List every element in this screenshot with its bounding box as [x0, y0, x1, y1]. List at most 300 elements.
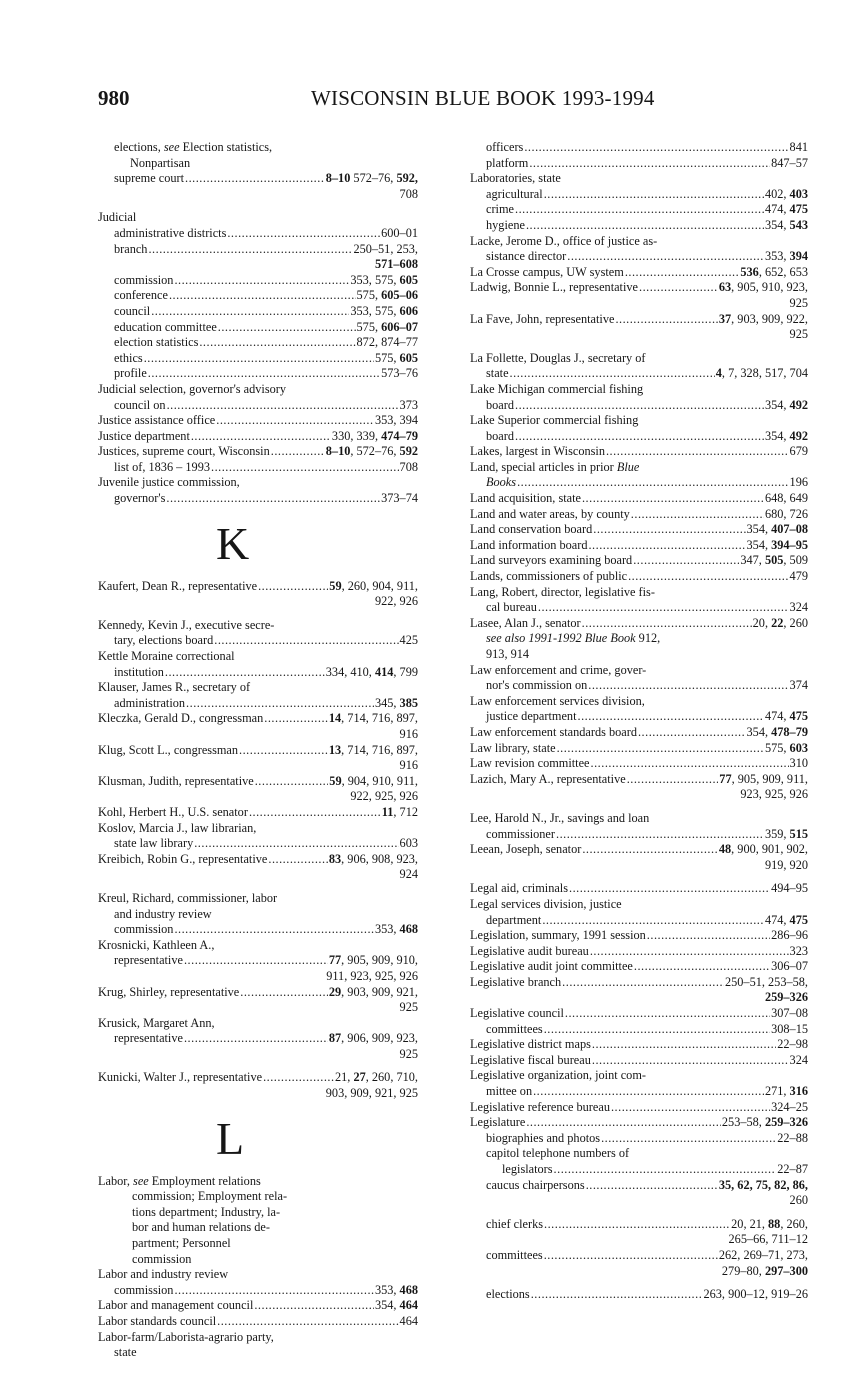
entry-label: La Follette, Douglas J., secretary of — [470, 350, 646, 365]
page-references: 353, 468 — [374, 922, 418, 937]
dot-leader — [148, 366, 380, 382]
dot-leader — [167, 398, 399, 414]
page-references: 14, 714, 716, 897, — [328, 711, 418, 726]
page-references: 575, 605–06 — [356, 288, 418, 303]
index-entry — [98, 351, 418, 367]
index-entry — [98, 1070, 418, 1101]
entry-label: officers — [486, 140, 524, 154]
page-references: 250–51, 253–58, — [724, 974, 808, 989]
entry-label: Justices, supreme court, Wisconsin — [98, 444, 270, 459]
entry-label: Lee, Harold N., Jr., savings and loan — [470, 810, 650, 825]
page-references-continued: 259–326 — [764, 990, 808, 1005]
page-references: 22–88 — [777, 1130, 808, 1145]
entry-label: legislators — [502, 1162, 553, 1176]
index-entry — [98, 171, 418, 202]
entry-label: election statistics — [114, 335, 199, 350]
page-references-continued: 923, 925, 926 — [740, 787, 808, 802]
entry-label: Justice assistance office — [98, 413, 216, 428]
dot-leader — [185, 171, 325, 187]
index-entry — [470, 202, 808, 218]
entry-label: Lasee, Alan J., senator — [470, 615, 581, 630]
page-references: 22–98 — [777, 1037, 808, 1052]
dot-leader — [240, 985, 328, 1001]
entry-label: Legal services division, justice — [470, 896, 622, 911]
page-references-continued: 911, 923, 925, 926 — [326, 968, 418, 983]
entry-label: sistance director — [486, 249, 567, 264]
page-references: 8–10, 572–76, 592 — [325, 444, 418, 459]
entry-label: conference — [114, 288, 168, 303]
index-entry — [470, 312, 808, 343]
index-entry — [470, 772, 808, 803]
dot-leader — [515, 398, 764, 414]
index-entry — [470, 171, 808, 187]
entry-label: Lakes, largest in Wisconsin — [470, 444, 605, 459]
dot-leader — [593, 522, 745, 538]
page-references: 354, 492 — [764, 397, 808, 412]
page-references: 11, 712 — [381, 804, 418, 819]
index-entry — [470, 881, 808, 897]
page-references: 872, 874–77 — [356, 335, 418, 350]
dot-leader — [569, 881, 770, 897]
index-entry — [470, 694, 808, 725]
entry-label: Leean, Joseph, senator — [470, 842, 582, 857]
page-references: 402, 403 — [764, 186, 808, 201]
entry-label: council — [114, 303, 151, 318]
index-entry — [98, 382, 418, 413]
page-references: 330, 339, 474–79 — [331, 428, 418, 443]
entry-label: Law enforcement standards board — [470, 724, 637, 739]
entry-label: hygiene — [486, 217, 525, 232]
dot-leader — [216, 413, 374, 429]
entry-label: Labor and industry review — [98, 1267, 229, 1282]
entry-label: representative — [114, 1031, 183, 1046]
dot-leader — [239, 743, 328, 759]
index-entry — [470, 741, 808, 757]
entry-label: Kettle Moraine correctional — [98, 649, 235, 664]
dot-leader — [254, 1298, 374, 1314]
entry-label: Legislative audit joint committee — [470, 959, 633, 974]
page-references: 324 — [789, 1052, 808, 1067]
entry-label: La Crosse campus, UW system — [470, 264, 624, 279]
index-entry — [470, 944, 808, 960]
page-references-continued: 916 — [399, 758, 418, 773]
index-entry — [470, 1006, 808, 1022]
entry-label: nor's commission on — [486, 678, 588, 693]
index-entry — [470, 522, 808, 538]
page-references: 87, 906, 909, 923, — [328, 1031, 418, 1046]
page-references: 600–01 — [381, 225, 418, 240]
entry-label: Kohl, Herbert H., U.S. senator — [98, 804, 248, 819]
dot-leader — [218, 320, 356, 336]
page-references: 425 — [399, 633, 418, 648]
entry-label: Legislative council — [470, 1006, 564, 1021]
page-references: 353, 575, 606 — [350, 303, 418, 318]
dot-leader — [169, 288, 356, 304]
dot-leader — [249, 805, 381, 821]
dot-leader — [615, 312, 717, 328]
index-entry — [470, 1287, 808, 1303]
index-entry — [470, 265, 808, 281]
entry-label: La Fave, John, representative — [470, 311, 615, 326]
index-entry — [470, 187, 808, 203]
dot-leader — [639, 280, 718, 296]
page-references: 354, 394–95 — [746, 537, 808, 552]
entry-label: 913, 914 — [486, 647, 530, 661]
page-references: 374 — [789, 678, 808, 693]
index-entry — [470, 928, 808, 944]
dot-leader — [227, 226, 380, 242]
index-entry — [98, 1298, 418, 1314]
index-entry — [470, 585, 808, 616]
entry-label: Land information board — [470, 537, 588, 552]
dot-leader — [586, 1178, 718, 1194]
index-entry — [470, 663, 808, 694]
page-references: 536, 652, 653 — [740, 264, 808, 279]
page-references: 573–76 — [381, 366, 418, 381]
entry-label: Kaufert, Dean R., representative — [98, 578, 258, 593]
index-entry — [470, 631, 808, 662]
dot-leader — [633, 553, 739, 569]
page-references: 250–51, 253, — [353, 241, 418, 256]
index-entry — [470, 351, 808, 382]
dot-leader — [268, 852, 327, 868]
section-letter: L — [216, 1112, 245, 1164]
entry-label: crime — [486, 202, 514, 217]
dot-leader — [592, 1053, 789, 1069]
entry-label: capitol telephone numbers of — [486, 1146, 630, 1161]
index-entry — [470, 444, 808, 460]
entry-label: and industry review — [114, 906, 212, 921]
dot-leader — [628, 569, 788, 585]
index-entry — [470, 959, 808, 975]
entry-label: agricultural — [486, 186, 543, 201]
index-entry — [470, 382, 808, 413]
page-references: 323 — [789, 943, 808, 958]
dot-leader — [592, 1037, 776, 1053]
entry-label: Kleczka, Gerald D., congressman — [98, 711, 264, 726]
dot-leader — [151, 304, 349, 320]
entry-label: Lake Superior commercial fishing — [470, 413, 639, 428]
dot-leader — [638, 725, 746, 741]
page-references: 708 — [399, 459, 418, 474]
index-entry — [470, 1248, 808, 1279]
page-references: 324 — [789, 600, 808, 615]
entry-label: Lacke, Jerome D., office of justice as- — [470, 233, 658, 248]
page-references-continued: 925 — [399, 1046, 418, 1061]
dot-leader — [542, 913, 764, 929]
entry-label: Land and water areas, by county — [470, 506, 630, 521]
page-references-continued: 925 — [789, 295, 808, 310]
page-references: 196 — [789, 475, 808, 490]
entry-label: Klusman, Judith, representative — [98, 773, 254, 788]
entry-label: Land, special articles in prior Blue — [470, 459, 640, 474]
page-references: 59, 904, 910, 911, — [329, 773, 418, 788]
page-references: 359, 515 — [764, 826, 808, 841]
index-entry — [98, 891, 418, 938]
page-references: 347, 505, 509 — [740, 553, 808, 568]
entry-label: commissioner — [486, 826, 555, 841]
page-references: 77, 905, 909, 910, — [328, 953, 418, 968]
page-references-continued: 924 — [399, 867, 418, 882]
entry-label: branch — [114, 241, 148, 256]
page-references: 308–15 — [771, 1021, 808, 1036]
dot-leader — [582, 842, 718, 858]
index-entry — [470, 842, 808, 873]
dot-leader — [533, 1084, 764, 1100]
index-entry — [470, 553, 808, 569]
page-references: 77, 905, 909, 911, — [719, 771, 808, 786]
page-references: 494–95 — [771, 881, 808, 896]
page-references: 8–10 572–76, 592, — [325, 171, 418, 186]
page-references-continued: 916 — [399, 727, 418, 741]
page-references: 307–08 — [771, 1006, 808, 1021]
index-entry — [98, 774, 418, 805]
entry-label: commission — [132, 1251, 192, 1266]
page-references-continued: 925 — [399, 1000, 418, 1015]
dot-leader — [567, 249, 764, 265]
dot-leader — [538, 600, 789, 616]
page-references: 603 — [399, 836, 418, 851]
entry-label: Labor, see Employment relations — [98, 1173, 261, 1188]
page-references: 575, 603 — [764, 740, 808, 755]
entry-label: Labor-farm/Laborista-agrario party, — [98, 1329, 274, 1344]
index-entry — [98, 335, 418, 351]
dot-leader — [631, 507, 764, 523]
page-references: 310 — [789, 756, 808, 771]
dot-leader — [529, 156, 770, 172]
page-references: 680, 726 — [764, 506, 808, 521]
dot-leader — [601, 1131, 776, 1147]
page-references: 83, 906, 908, 923, — [328, 851, 418, 866]
index-entry — [470, 460, 808, 491]
entry-label: state — [486, 366, 509, 381]
entry-label: Kunicki, Walter J., representative — [98, 1070, 263, 1085]
dot-leader — [554, 1162, 777, 1178]
entry-label: administration — [114, 695, 186, 710]
index-entry — [470, 1131, 808, 1147]
entry-label: mittee on — [486, 1084, 533, 1099]
dot-leader — [582, 491, 764, 507]
entry-label: Nonpartisan — [130, 155, 191, 170]
entry-label: Juvenile justice commission, — [98, 475, 240, 490]
entry-label: Kreibich, Robin G., representative — [98, 851, 268, 866]
index-entry — [98, 320, 418, 336]
entry-label: Legislative fiscal bureau — [470, 1052, 591, 1067]
entry-label: elections — [486, 1287, 530, 1302]
entry-label: bor and human relations de- — [132, 1220, 270, 1235]
index-entry — [98, 985, 418, 1016]
page-references: 575, 605 — [374, 350, 418, 365]
page-references: 354, 464 — [374, 1298, 418, 1313]
section-letter: K — [216, 517, 250, 569]
page-references: 59, 260, 904, 911, — [329, 578, 418, 593]
page-references-continued: 919, 920 — [764, 857, 808, 872]
page-references: 13, 714, 716, 897, — [328, 742, 418, 757]
index-entry — [470, 234, 808, 265]
dot-leader — [544, 1248, 718, 1264]
index-entry — [98, 1267, 418, 1298]
dot-leader — [627, 772, 719, 788]
entry-label: Lands, commissioners of public — [470, 569, 628, 584]
dot-leader — [544, 187, 764, 203]
entry-label: elections, see Election statistics, — [114, 140, 273, 154]
dot-leader — [144, 351, 374, 367]
page-references-continued: 260 — [789, 1193, 808, 1208]
index-entry — [98, 226, 418, 242]
entry-label: Legislature — [470, 1115, 526, 1130]
dot-leader — [625, 265, 740, 281]
index-entry — [470, 218, 808, 234]
index-entry — [470, 156, 808, 172]
index-entry — [98, 711, 418, 742]
index-entry — [470, 491, 808, 507]
index-entry — [98, 460, 418, 476]
entry-label: Justice department — [98, 428, 190, 443]
entry-label: Klug, Scott L., congressman — [98, 742, 239, 757]
index-entry — [470, 811, 808, 842]
dot-leader — [524, 140, 788, 156]
page-references: 4, 7, 328, 517, 704 — [715, 366, 808, 381]
page-references: 22–87 — [777, 1162, 808, 1176]
entry-label: partment; Personnel — [132, 1236, 231, 1251]
entry-label: Labor standards council — [98, 1314, 217, 1328]
index-entry — [470, 1037, 808, 1053]
dot-leader — [588, 678, 788, 694]
index-entry — [98, 288, 418, 304]
entry-label: list of, 1836 – 1993 — [114, 459, 210, 474]
dot-leader — [515, 202, 764, 218]
index-entry — [98, 649, 418, 680]
entry-label: Land conservation board — [470, 522, 593, 537]
dot-leader — [606, 444, 789, 460]
entry-label: commission; Employment rela- — [132, 1189, 288, 1204]
page-references: 353, 394 — [764, 249, 808, 264]
entry-label: Books — [486, 475, 517, 490]
dot-leader — [544, 1022, 770, 1038]
dot-leader — [258, 579, 328, 595]
page-references: 37, 903, 909, 922, — [718, 311, 808, 326]
page-references: 479 — [789, 569, 808, 584]
entry-label: state law library — [114, 836, 194, 851]
dot-leader — [611, 1100, 770, 1116]
entry-label: cal bureau — [486, 600, 537, 615]
entry-label: Legal aid, criminals — [470, 881, 568, 896]
entry-label: Kennedy, Kevin J., executive secre- — [98, 617, 275, 632]
entry-label: commission — [114, 272, 174, 287]
dot-leader — [184, 1031, 328, 1047]
page-references-continued: 903, 909, 921, 925 — [325, 1086, 418, 1101]
index-entry — [470, 1022, 808, 1038]
index-entry — [470, 1178, 808, 1209]
page-references: 262, 269–71, 273, — [718, 1247, 808, 1262]
index-entry — [98, 821, 418, 852]
page-references: 354, 492 — [764, 428, 808, 443]
entry-label: commission — [114, 1282, 174, 1297]
dot-leader — [166, 491, 380, 507]
index-column-right — [470, 140, 808, 1303]
entry-label: Land acquisition, state — [470, 491, 581, 506]
page-references: 464 — [399, 1314, 418, 1328]
dot-leader — [217, 1314, 398, 1330]
page-references: 63, 905, 910, 923, — [718, 280, 808, 295]
entry-label: supreme court — [114, 171, 184, 186]
dot-leader — [556, 827, 764, 843]
entry-label: state — [114, 1345, 137, 1360]
page-references: 263, 900–12, 919–26 — [703, 1287, 808, 1302]
dot-leader — [165, 665, 325, 681]
page-references: 48, 900, 901, 902, — [718, 842, 808, 857]
entry-label: Lang, Robert, director, legislative fis- — [470, 584, 655, 599]
entry-label: Koslov, Marcia J., law librarian, — [98, 820, 257, 835]
index-entry — [98, 1330, 418, 1361]
index-entry — [98, 743, 418, 774]
entry-label: institution — [114, 664, 164, 679]
page-number: 980 — [98, 86, 130, 110]
page-references: 35, 62, 75, 82, 86, — [718, 1177, 808, 1192]
index-entry — [98, 429, 418, 445]
page-references: 474, 475 — [764, 709, 808, 724]
dot-leader — [199, 335, 355, 351]
page-references: 474, 475 — [764, 202, 808, 217]
dot-leader — [578, 709, 764, 725]
entry-label: board — [486, 397, 514, 412]
entry-label: representative — [114, 953, 183, 968]
index-entry — [470, 1068, 808, 1099]
dot-leader — [174, 922, 374, 938]
dot-leader — [590, 944, 789, 960]
index-entry — [98, 273, 418, 289]
page-references: 286–96 — [771, 928, 808, 943]
page-references: 575, 606–07 — [356, 319, 418, 334]
entry-label: governor's — [114, 491, 166, 506]
page-references: 345, 385 — [374, 695, 418, 710]
entry-label: Klauser, James R., secretary of — [98, 680, 251, 695]
index-entry — [98, 413, 418, 429]
entry-label: council on — [114, 397, 166, 412]
index-entry — [470, 1115, 808, 1131]
entry-label: Legislative district maps — [470, 1037, 591, 1052]
dot-leader — [582, 616, 752, 632]
page-references-continued: 925 — [789, 327, 808, 342]
dot-leader — [211, 460, 399, 476]
page-references: 353, 468 — [374, 1282, 418, 1297]
entry-label: tions department; Industry, la- — [132, 1204, 281, 1219]
entry-label: tary, elections board — [114, 633, 214, 648]
index-column-left — [98, 140, 418, 1361]
entry-label: profile — [114, 366, 147, 381]
entry-label: Judicial — [98, 210, 137, 225]
entry-label: Legislation, summary, 1991 session — [470, 928, 646, 943]
page-references: 474, 475 — [764, 912, 808, 927]
entry-label: caucus chairpersons — [486, 1177, 585, 1192]
index-entry — [98, 304, 418, 320]
dot-leader — [214, 633, 398, 649]
page-references: 847–57 — [771, 155, 808, 170]
entry-label: Judicial selection, governor's advisory — [98, 381, 286, 396]
page-references: 353, 575, 605 — [350, 272, 418, 287]
entry-label: Law library, state — [470, 740, 556, 755]
entry-label: committees — [486, 1021, 543, 1036]
entry-label: committees — [486, 1247, 543, 1262]
entry-label: Labor and management council — [98, 1298, 254, 1313]
entry-label: Legislative audit bureau — [470, 943, 589, 958]
index-entry — [470, 569, 808, 585]
dot-leader — [562, 975, 724, 991]
index-entry — [98, 618, 418, 649]
dot-leader — [174, 273, 349, 289]
page-references: 324–25 — [771, 1099, 808, 1114]
page-references: 21, 27, 260, 710, — [334, 1070, 418, 1085]
